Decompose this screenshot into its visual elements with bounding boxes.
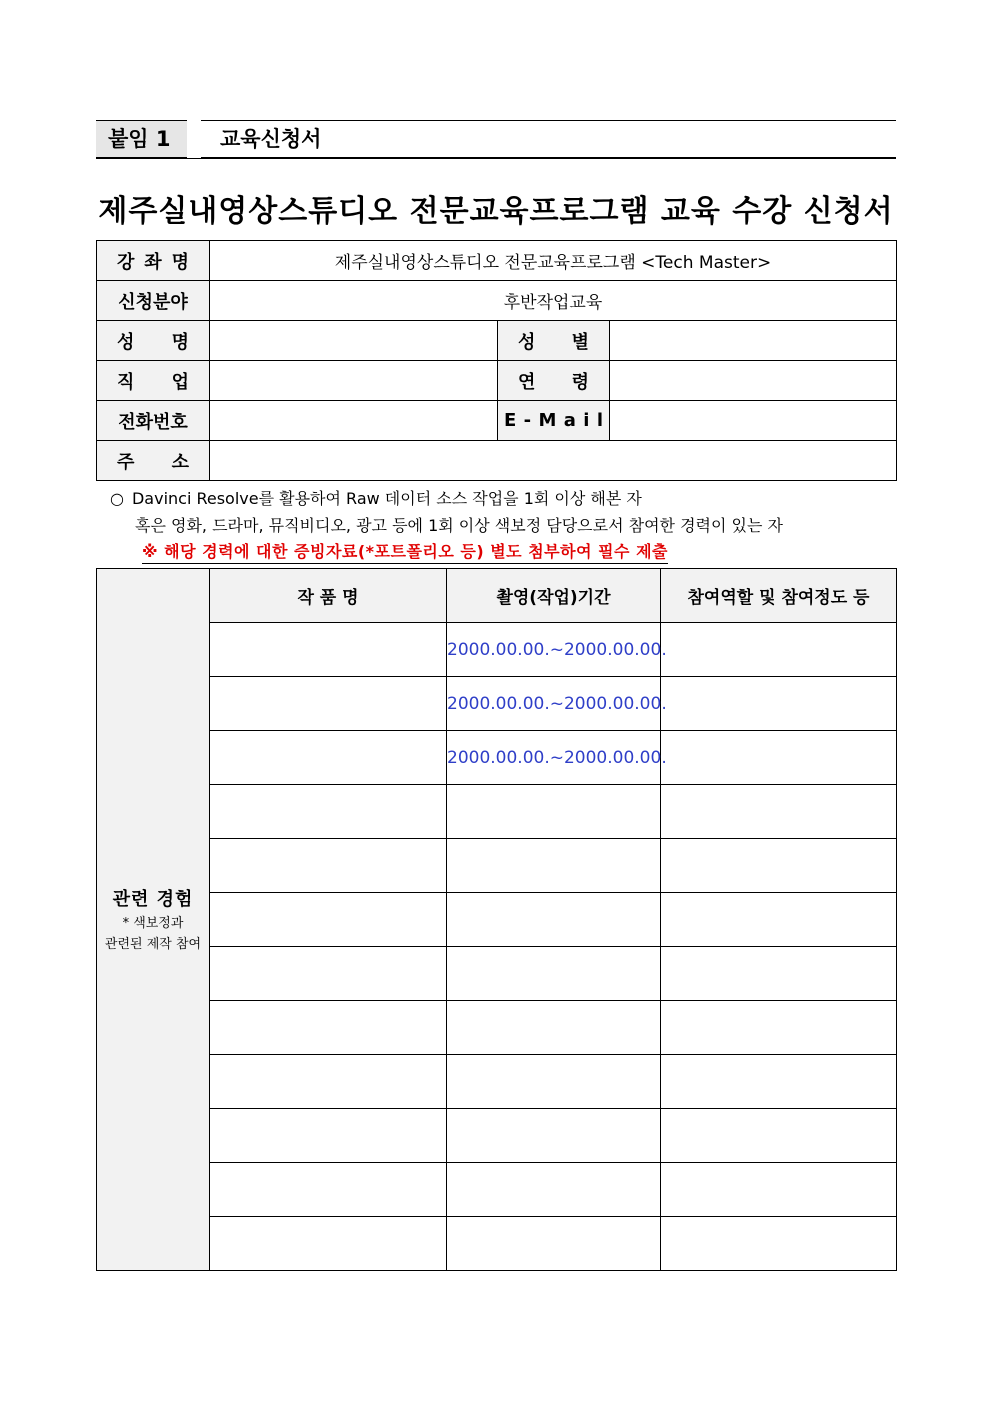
eligibility-note-1-text: Davinci Resolve를 활용하여 Raw 데이터 소스 작업을 1회 이상 해본 자 — [131, 489, 642, 508]
role-cell[interactable] — [661, 839, 897, 893]
field-row — [97, 281, 897, 321]
eligibility-note-1 — [110, 486, 642, 509]
period-cell[interactable]: 2000.00.00.~2000.00.00. — [447, 731, 661, 785]
field-label: 신청분야 — [97, 281, 210, 321]
table-row — [97, 1163, 897, 1217]
role-cell[interactable] — [661, 785, 897, 839]
job-input-cell[interactable] — [210, 361, 498, 401]
email-input-cell[interactable] — [610, 401, 897, 441]
gender-label: 성 별 — [498, 321, 610, 361]
applicant-info-table — [96, 240, 897, 481]
period-cell[interactable] — [447, 893, 661, 947]
role-cell[interactable] — [661, 677, 897, 731]
period-cell[interactable] — [447, 839, 661, 893]
table-row — [97, 893, 897, 947]
name-label: 성 명 — [97, 321, 210, 361]
table-row — [97, 731, 897, 785]
age-input-cell[interactable] — [610, 361, 897, 401]
address-row — [97, 441, 897, 481]
period-cell[interactable] — [447, 947, 661, 1001]
experience-header-row — [97, 569, 897, 623]
role-cell[interactable] — [661, 731, 897, 785]
table-row — [97, 1217, 897, 1271]
work-cell[interactable] — [210, 677, 447, 731]
experience-side-title: 관련 경험 — [112, 888, 194, 910]
attachment-gap — [187, 120, 201, 158]
period-cell[interactable] — [447, 1001, 661, 1055]
email-label: E - M a i l — [498, 401, 610, 441]
attachment-tag: 붙임 1 — [96, 121, 187, 157]
table-row — [97, 1109, 897, 1163]
gender-input-cell[interactable] — [610, 321, 897, 361]
phone-input-cell[interactable] — [210, 401, 498, 441]
work-cell[interactable] — [210, 731, 447, 785]
work-cell[interactable] — [210, 623, 447, 677]
attachment-title: 교육신청서 — [220, 127, 322, 151]
work-cell[interactable] — [210, 893, 447, 947]
table-row — [97, 785, 897, 839]
role-cell[interactable] — [661, 1001, 897, 1055]
role-cell[interactable] — [661, 1055, 897, 1109]
work-cell[interactable] — [210, 785, 447, 839]
table-row — [97, 623, 897, 677]
work-cell[interactable] — [210, 1163, 447, 1217]
experience-side-sub-2: 관련된 제작 참여 — [104, 936, 202, 952]
role-cell[interactable] — [661, 1217, 897, 1271]
experience-side-label — [97, 569, 210, 1271]
role-cell[interactable] — [661, 947, 897, 1001]
field-value: 후반작업교육 — [210, 281, 897, 321]
job-label: 직 업 — [97, 361, 210, 401]
period-cell[interactable]: 2000.00.00.~2000.00.00. — [447, 623, 661, 677]
job-row — [97, 361, 897, 401]
age-label: 연 령 — [498, 361, 610, 401]
experience-table — [96, 568, 897, 1271]
address-label: 주 소 — [97, 441, 210, 481]
work-cell[interactable] — [210, 1109, 447, 1163]
role-cell[interactable] — [661, 893, 897, 947]
table-row — [97, 1055, 897, 1109]
work-cell[interactable] — [210, 839, 447, 893]
period-cell[interactable] — [447, 1109, 661, 1163]
name-row — [97, 321, 897, 361]
address-input-cell[interactable] — [210, 441, 897, 481]
work-cell[interactable] — [210, 1055, 447, 1109]
col-period-header: 촬영(작업)기간 — [447, 569, 661, 623]
course-label: 강 좌 명 — [97, 241, 210, 281]
period-cell[interactable] — [447, 1163, 661, 1217]
role-cell[interactable] — [661, 1163, 897, 1217]
table-row — [97, 839, 897, 893]
role-cell[interactable] — [661, 1109, 897, 1163]
table-row — [97, 1001, 897, 1055]
name-input-cell[interactable] — [210, 321, 498, 361]
role-cell[interactable] — [661, 623, 897, 677]
bullet-circle-icon: ○ — [110, 489, 124, 508]
table-row — [97, 947, 897, 1001]
period-cell[interactable]: 2000.00.00.~2000.00.00. — [447, 677, 661, 731]
phone-label: 전화번호 — [97, 401, 210, 441]
phone-row — [97, 401, 897, 441]
attachment-header — [96, 120, 896, 159]
proof-required-note: ※ 해당 경력에 대한 증빙자료(*포트폴리오 등) 별도 첨부하여 필수 제출 — [142, 539, 668, 564]
experience-side-sub-1: * 색보정과 — [122, 915, 184, 931]
col-role-header: 참여역할 및 참여정도 등 — [661, 569, 897, 623]
table-row — [97, 677, 897, 731]
work-cell[interactable] — [210, 947, 447, 1001]
period-cell[interactable] — [447, 1217, 661, 1271]
eligibility-note-2: 혹은 영화, 드라마, 뮤직비디오, 광고 등에 1회 이상 색보정 담당으로서 참여한 경력이 있는 자 — [135, 516, 783, 535]
work-cell[interactable] — [210, 1001, 447, 1055]
course-value: 제주실내영상스튜디오 전문교육프로그램 <Tech Master> — [210, 241, 897, 281]
course-row — [97, 241, 897, 281]
period-cell[interactable] — [447, 785, 661, 839]
work-cell[interactable] — [210, 1217, 447, 1271]
col-work-header: 작 품 명 — [210, 569, 447, 623]
page-title: 제주실내영상스튜디오 전문교육프로그램 교육 수강 신청서 — [98, 194, 894, 229]
period-cell[interactable] — [447, 1055, 661, 1109]
